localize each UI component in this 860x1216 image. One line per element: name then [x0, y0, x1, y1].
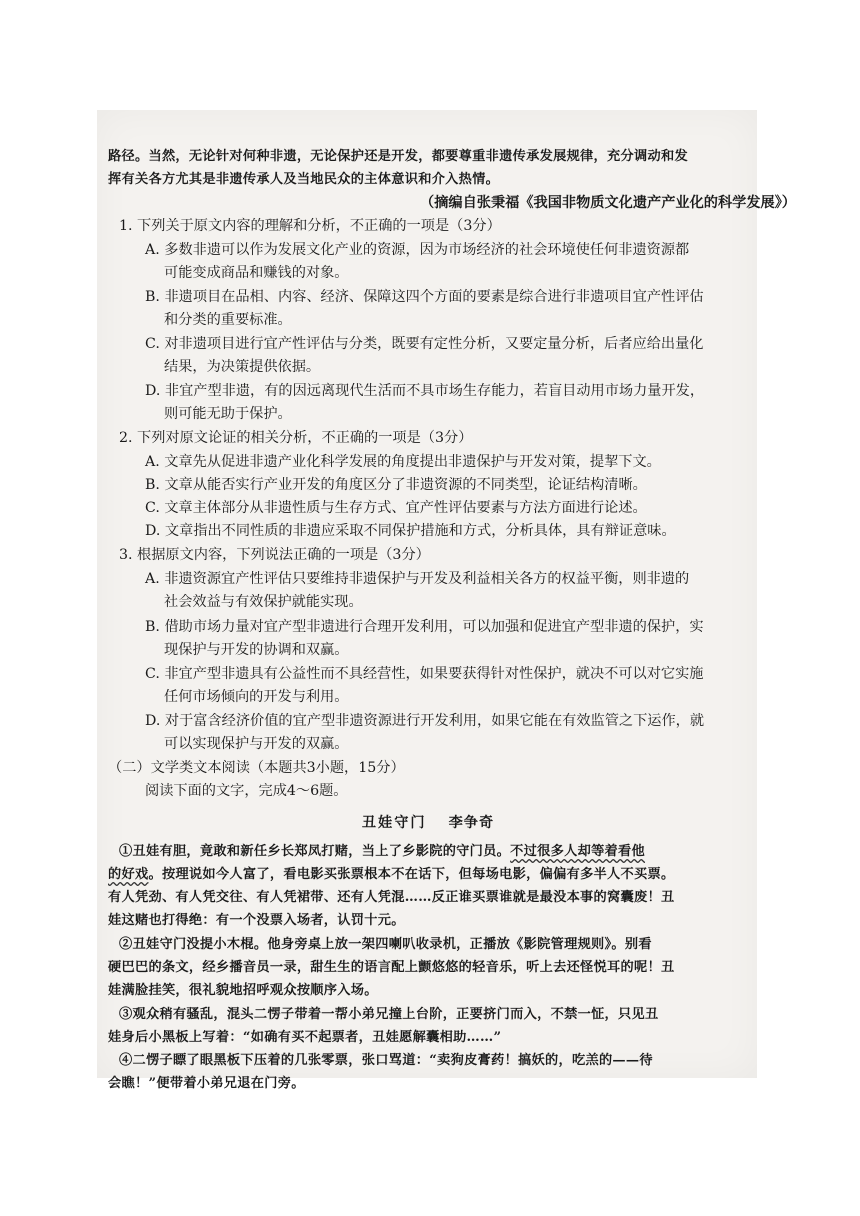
option-c-cont: 结果，为决策提供依据。 [164, 359, 321, 375]
option-c: C. 对非遗项目进行宜产性评估与分类，既要有定性分析，又要定量分析，后者应给出量化 [145, 336, 704, 352]
option-b-cont: 现保护与开发的协调和双赢。 [164, 642, 349, 658]
option-d: D. 文章指出不同性质的非遗应采取不同保护措施和方式，分析具体，具有辩证意味。 [145, 523, 676, 539]
passage-line: 路径。当然，无论针对何种非遗，无论保护还是开发，都要尊重非遗传承发展规律，充分调动和发 [108, 149, 688, 164]
option-a-cont: 社会效益与有效保护就能实现。 [164, 594, 363, 610]
option-b: B. 文章从能否实行产业开发的角度区分了非遗资源的不同类型，论证结构清晰。 [145, 477, 647, 493]
story-paragraph-line: 娃身后小黑板上写着：“如确有买不起票者，丑娃愿解囊相助……” [108, 1030, 502, 1045]
story-author: 李争奇 [448, 815, 495, 831]
story-paragraph-line: 硬巴巴的条文，经乡播音员一录，甜生生的语言配上颤悠悠的轻音乐，听上去还怪悦耳的呢！丑 [108, 960, 675, 975]
story-paragraph-line: 娃满脸挂笑，很礼貌地招呼观众按顺序入场。 [108, 983, 378, 998]
underlined-text: 的好戏 [108, 867, 149, 882]
option-b: B. 借助市场力量对宜产型非遗进行合理开发利用，可以加强和促进宜产型非遗的保护，实 [145, 619, 704, 635]
story-paragraph-line: ②丑娃守门没提小木棍。他身旁桌上放一架四喇叭收录机，正播放《影院管理规则》。别看 [119, 937, 652, 952]
section-heading: （二）文学类文本阅读（本题共3小题，15分） [108, 760, 405, 776]
option-d-cont: 可以实现保护与开发的双赢。 [164, 736, 349, 752]
underlined-text: 不过很多人却等着看他 [510, 844, 646, 859]
option-c: C. 非宜产型非遗具有公益性而不具经营性，如果要获得针对性保护，就决不可以对它实施 [145, 666, 704, 682]
story-paragraph-line [108, 864, 748, 886]
option-b: B. 非遗项目在品相、内容、经济、保障这四个方面的要素是综合进行非遗项目宜产性评估 [145, 289, 704, 305]
question-stem: 1. 下列关于原文内容的理解和分析，不正确的一项是（3分） [119, 218, 501, 234]
story-paragraph-line: ④二愣子瞟了眼黑板下压着的几张零票，张口骂道：“卖狗皮膏药！搞妖的，吃羔的——待 [119, 1053, 653, 1068]
option-d: D. 对于富含经济价值的宜产型非遗资源进行开发利用，如果它能在有效监管之下运作，就 [145, 713, 705, 729]
story-text: 。按理说如今人富了，看电影买张票根本不在话下，但每场电影，偏偏有多半人不买票。 [148, 867, 675, 882]
option-a: A. 多数非遗可以作为发展文化产业的资源，因为市场经济的社会环境使任何非遗资源都 [145, 242, 690, 258]
story-paragraph-line: 会瞧！”便带着小弟兄退在门旁。 [108, 1076, 305, 1091]
option-d-cont: 则可能无助于保护。 [164, 406, 292, 422]
option-c: C. 文章主体部分从非遗性质与生存方式、宜产性评估要素与方法方面进行论述。 [145, 500, 647, 516]
question-stem: 2. 下列对原文论证的相关分析，不正确的一项是（3分） [119, 430, 473, 446]
story-paragraph-line [119, 841, 759, 863]
option-a-cont: 可能变成商品和赚钱的对象。 [164, 265, 349, 281]
passage-line: 挥有关各方尤其是非遗传承人及当地民众的主体意识和介入热情。 [108, 172, 500, 187]
option-c-cont: 任何市场倾向的开发与利用。 [164, 689, 349, 705]
option-b-cont: 和分类的重要标准。 [164, 312, 292, 328]
story-title-line [108, 812, 748, 834]
story-paragraph-line: ③观众稍有骚乱，混头二愣子带着一帮小弟兄撞上台阶，正要挤门而入，不禁一怔，只见丑 [119, 1007, 659, 1022]
question-stem: 3. 根据原文内容，下列说法正确的一项是（3分） [119, 547, 430, 563]
section-instruction: 阅读下面的文字，完成4～6题。 [145, 783, 348, 799]
passage-source: （摘编自张秉福《我国非物质文化遗产产业化的科学发展》） [420, 195, 796, 211]
story-paragraph-line: 娃这赌也打得绝：有一个没票入场者，认罚十元。 [108, 913, 405, 928]
story-title: 丑娃守门 [361, 815, 427, 831]
story-paragraph-line: 有人凭劲、有人凭交往、有人凭裙带、还有人凭混……反正谁买票谁就是最没本事的窝囊废！丑 [108, 890, 675, 905]
option-d: D. 非宜产型非遗，有的因远离现代生活而不具市场生存能力，若盲目动用市场力量开发， [145, 383, 705, 399]
story-text: ①丑娃有胆，竟敢和新任乡长郑凤打赌，当上了乡影院的守门员。 [119, 844, 511, 859]
option-a: A. 文章先从促进非遗产业化科学发展的角度提出非遗保护与开发对策，提挈下文。 [145, 454, 661, 470]
option-a: A. 非遗资源宜产性评估只要维持非遗保护与开发及利益相关各方的权益平衡，则非遗的 [145, 571, 690, 587]
